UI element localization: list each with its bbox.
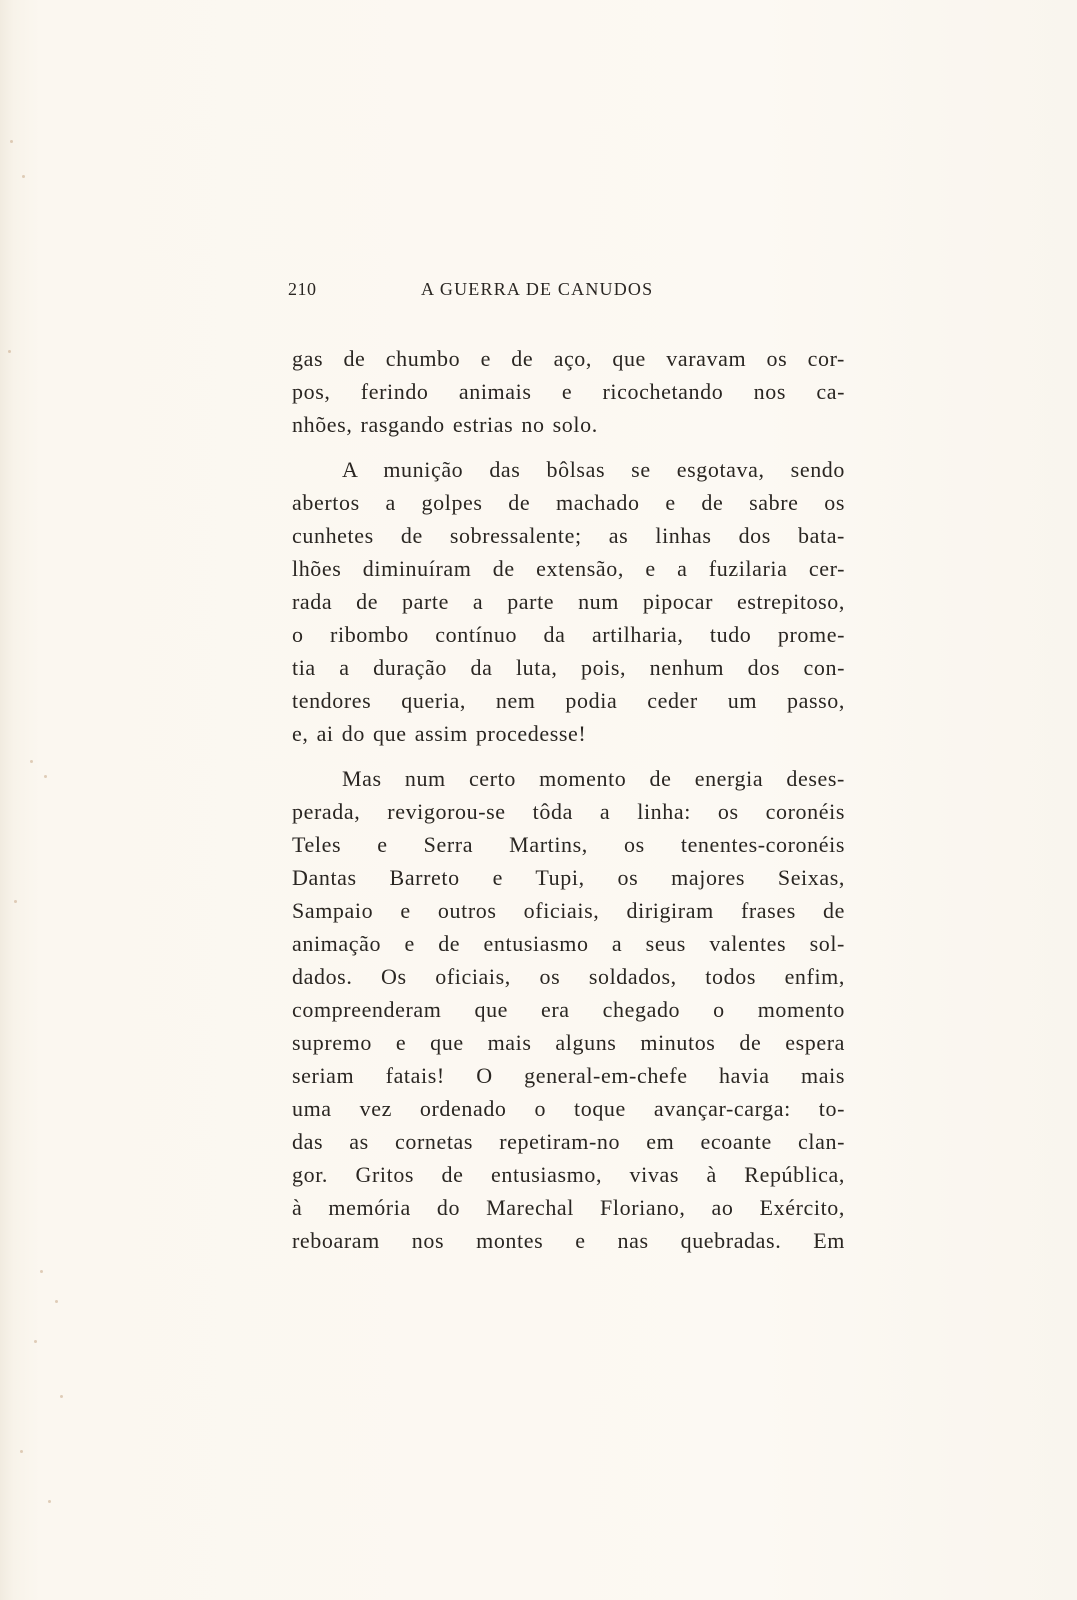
paper-stain xyxy=(34,1340,37,1343)
text-line: abertos a golpes de machado e de sabre os xyxy=(292,490,845,515)
running-header xyxy=(288,279,848,303)
text-line: Sampaio e outros oficiais, dirigiram frases de xyxy=(292,898,845,923)
page-number: 210 xyxy=(288,279,317,299)
text-line: o ribombo contínuo da artilharia, tudo prome- xyxy=(292,622,845,647)
paper-stain xyxy=(30,760,33,763)
paper-stain xyxy=(60,1395,63,1398)
text-line: A munição das bôlsas se esgotava, sendo xyxy=(342,457,845,482)
text-line: seriam fatais! O general-em-chefe havia mais xyxy=(292,1063,845,1088)
text-line: animação e de entusiasmo a seus valentes sol- xyxy=(292,931,845,956)
text-line: uma vez ordenado o toque avançar-carga: to- xyxy=(292,1096,845,1121)
paper-stain xyxy=(44,775,47,778)
paper-stain xyxy=(14,900,17,903)
text-line: gor. Gritos de entusiasmo, vivas à República, xyxy=(292,1162,845,1187)
paper-stain xyxy=(20,1450,23,1453)
text-line: supremo e que mais alguns minutos de espera xyxy=(292,1030,845,1055)
text-line: à memória do Marechal Floriano, ao Exército, xyxy=(292,1195,845,1220)
paper-stain xyxy=(48,1500,51,1503)
paper-stain xyxy=(55,1300,58,1303)
text-line: tendores queria, nem podia ceder um passo, xyxy=(292,688,845,713)
paper-stain xyxy=(22,175,25,178)
text-line: rada de parte a parte num pipocar estrepitoso, xyxy=(292,589,845,614)
text-line: perada, revigorou-se tôda a linha: os coronéis xyxy=(292,799,845,824)
paper-stain xyxy=(8,350,11,353)
paragraph-gap xyxy=(292,441,845,453)
text-line: reboaram nos montes e nas quebradas. Em xyxy=(292,1228,845,1253)
text-line: Dantas Barreto e Tupi, os majores Seixas, xyxy=(292,865,845,890)
text-line: Mas num certo momento de energia deses- xyxy=(342,766,845,791)
text-line: gas de chumbo e de aço, que varavam os cor- xyxy=(292,346,845,371)
text-line: tia a duração da luta, pois, nenhum dos con- xyxy=(292,655,845,680)
text-line: lhões diminuíram de extensão, e a fuzilaria cer- xyxy=(292,556,845,581)
text-line: e, ai do que assim procedesse! xyxy=(292,721,587,746)
text-line: cunhetes de sobressalente; as linhas dos bata- xyxy=(292,523,845,548)
text-line: compreenderam que era chegado o momento xyxy=(292,997,845,1022)
paper-stain xyxy=(40,1270,43,1273)
body-text xyxy=(292,342,845,1257)
text-line: nhões, rasgando estrias no solo. xyxy=(292,412,598,437)
text-line: pos, ferindo animais e ricochetando nos ca- xyxy=(292,379,845,404)
text-line: das as cornetas repetiram-no em ecoante clan- xyxy=(292,1129,845,1154)
text-line: Teles e Serra Martins, os tenentes-coronéis xyxy=(292,832,845,857)
paper-stain xyxy=(10,140,13,143)
text-line: dados. Os oficiais, os soldados, todos enfim, xyxy=(292,964,845,989)
paragraph-gap xyxy=(292,750,845,762)
book-title: A GUERRA DE CANUDOS xyxy=(421,279,654,299)
